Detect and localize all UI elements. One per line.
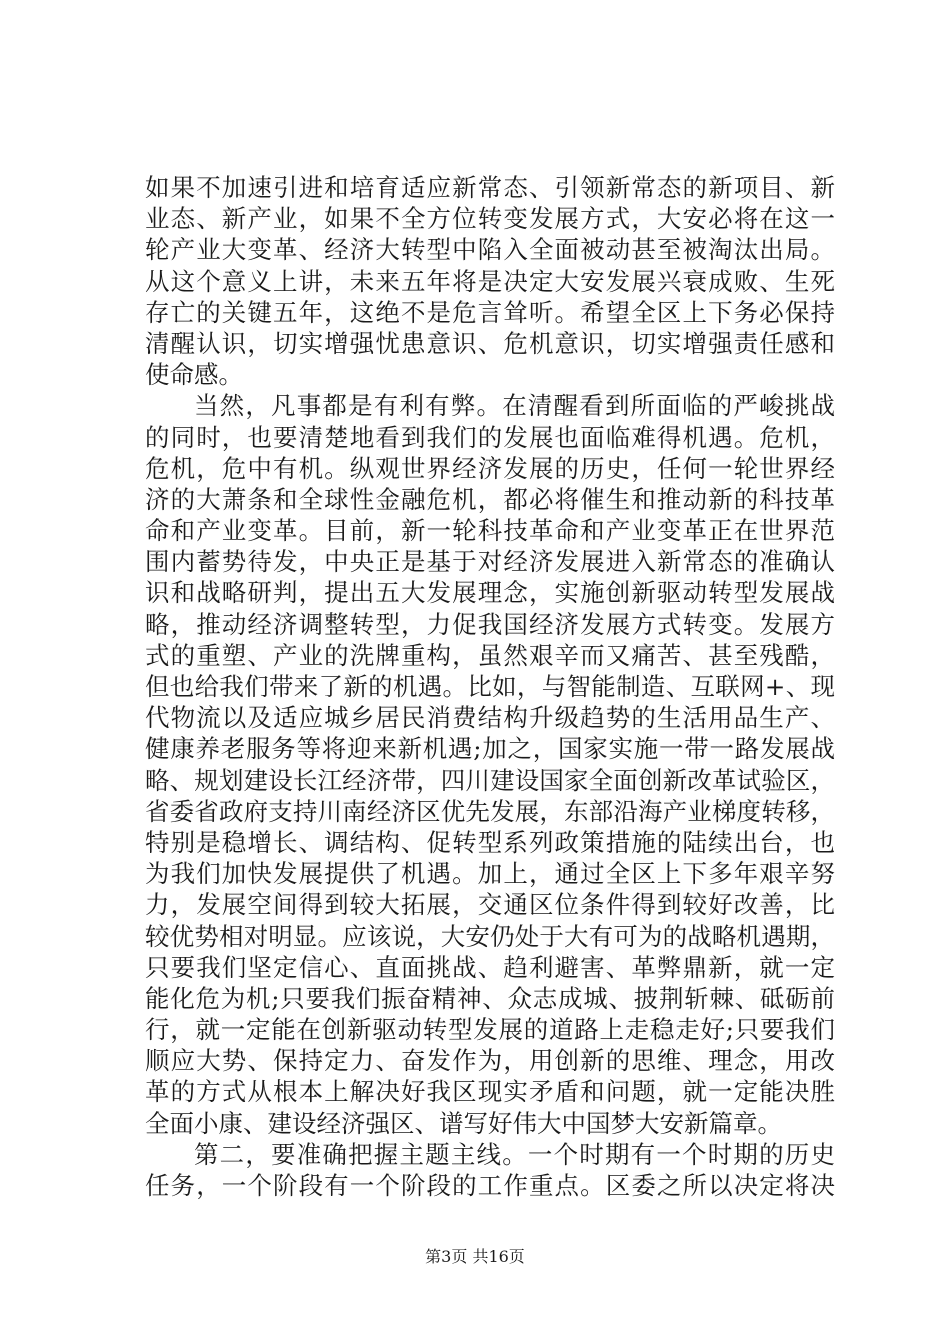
body-text <box>145 172 835 1201</box>
page-footer: 第3页 共16页 <box>425 1247 525 1266</box>
text-line: 式的重塑、产业的洗牌重构，虽然艰辛而又痛苦、甚至残酷， <box>145 640 835 670</box>
text-line: 健康养老服务等将迎来新机遇;加之，国家实施一带一路发展战 <box>145 734 835 764</box>
paragraph <box>145 390 835 1139</box>
text-line: 略，推动经济调整转型，力促我国经济发展方式转变。发展方 <box>145 609 835 639</box>
text-line: 围内蓄势待发，中央正是基于对经济发展进入新常态的准确认 <box>145 547 835 577</box>
text-line: 命和产业变革。目前，新一轮科技革命和产业变革正在世界范 <box>145 516 835 546</box>
text-line: 行，就一定能在创新驱动转型发展的道路上走稳走好;只要我们 <box>145 1015 835 1045</box>
paragraph <box>145 1139 835 1201</box>
text-line: 略、规划建设长江经济带，四川建设国家全面创新改革试验区， <box>145 765 835 795</box>
text-line: 能化危为机;只要我们振奋精神、众志成城、披荆斩棘、砥砺前 <box>145 983 835 1013</box>
text-line: 只要我们坚定信心、直面挑战、趋利避害、革弊鼎新，就一定 <box>145 952 835 982</box>
text-line: 的同时，也要清楚地看到我们的发展也面临难得机遇。危机， <box>145 422 835 452</box>
text-line: 力，发展空间得到较大拓展，交通区位条件得到较好改善，比 <box>145 890 835 920</box>
text-line: 使命感。 <box>145 360 243 390</box>
text-line: 轮产业大变革、经济大转型中陷入全面被动甚至被淘汰出局。 <box>145 235 835 265</box>
text-line: 济的大萧条和全球性金融危机，都必将催生和推动新的科技革 <box>145 484 835 514</box>
text-line: 特别是稳增长、调结构、促转型系列政策措施的陆续出台，也 <box>145 827 835 857</box>
text-line: 业态、新产业，如果不全方位转变发展方式，大安必将在这一 <box>145 204 835 234</box>
text-line: 如果不加速引进和培育适应新常态、引领新常态的新项目、新 <box>145 173 835 202</box>
text-line: 省委省政府支持川南经济区优先发展，东部沿海产业梯度转移， <box>145 796 835 826</box>
text-line: 任务，一个阶段有一个阶段的工作重点。区委之所以决定将决 <box>145 1171 835 1200</box>
text-line: 但也给我们带来了新的机遇。比如，与智能制造、互联网+、现 <box>145 672 835 701</box>
text-line: 较优势相对明显。应该说，大安仍处于大有可为的战略机遇期， <box>145 921 835 951</box>
text-line: 存亡的关键五年，这绝不是危言耸听。希望全区上下务必保持 <box>145 297 835 327</box>
text-line: 从这个意义上讲，未来五年将是决定大安发展兴衰成败、生死 <box>145 266 835 296</box>
text-line: 革的方式从根本上解决好我区现实矛盾和问题，就一定能决胜 <box>145 1077 835 1107</box>
text-line: 为我们加快发展提供了机遇。加上，通过全区上下多年艰辛努 <box>145 859 835 889</box>
text-line: 全面小康、建设经济强区、谱写好伟大中国梦大安新篇章。 <box>145 1108 782 1138</box>
text-line: 代物流以及适应城乡居民消费结构升级趋势的生活用品生产、 <box>145 703 835 733</box>
text-line: 危机，危中有机。纵观世界经济发展的历史，任何一轮世界经 <box>145 453 835 483</box>
text-line: 识和战略研判，提出五大发展理念，实施创新驱动转型发展战 <box>145 578 835 608</box>
paragraph <box>145 172 835 390</box>
text-line: 当然，凡事都是有利有弊。在清醒看到所面临的严峻挑战 <box>194 391 835 421</box>
text-line: 清醒认识，切实增强忧患意识、危机意识，切实增强责任感和 <box>145 328 835 358</box>
text-line: 顺应大势、保持定力、奋发作为，用创新的思维、理念，用改 <box>145 1046 835 1076</box>
text-line: 第二，要准确把握主题主线。一个时期有一个时期的历史 <box>194 1139 835 1169</box>
